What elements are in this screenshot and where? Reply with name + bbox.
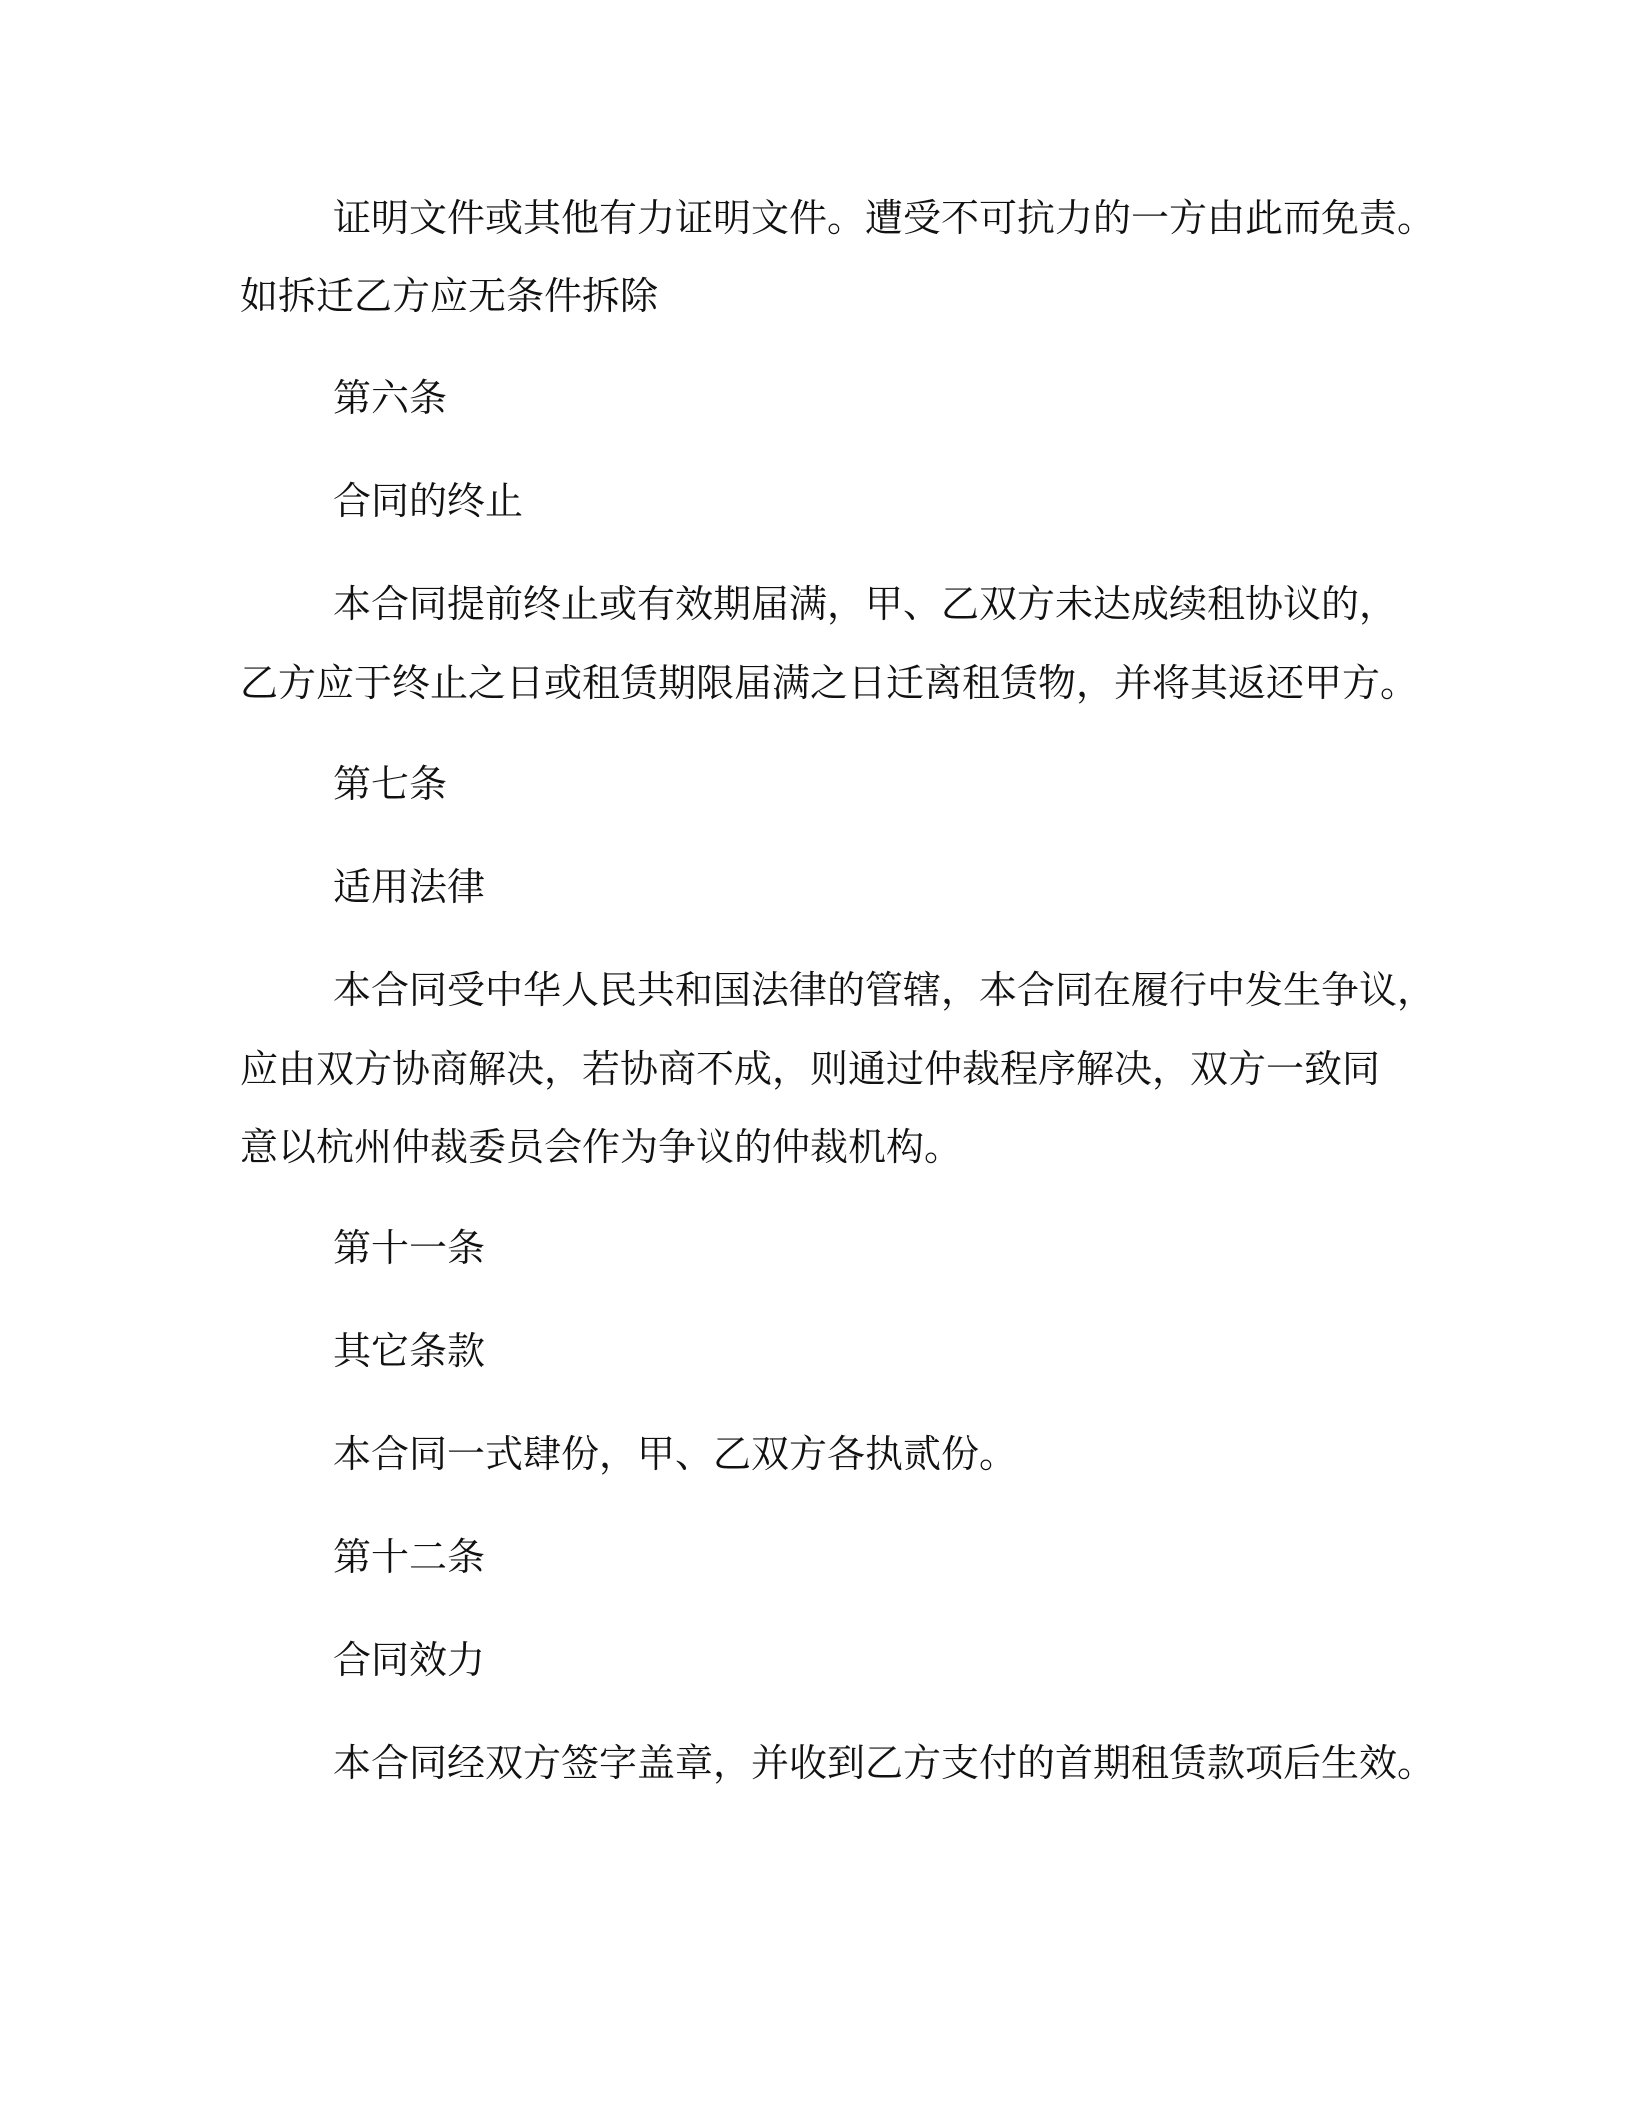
paragraph-line: 本合同提前终止或有效期届满，甲、乙双方未达成续租协议的， — [333, 582, 1398, 626]
paragraph-line: 本合同一式肆份，甲、乙双方各执贰份。 — [333, 1432, 1018, 1476]
paragraph-line: 本合同受中华人民共和国法律的管辖，本合同在履行中发生争议， — [333, 968, 1436, 1012]
article-title: 其它条款 — [333, 1329, 486, 1373]
paragraph-line: 如拆迁乙方应无条件拆除 — [240, 274, 659, 318]
article-title: 合同效力 — [333, 1638, 486, 1682]
paragraph-line: 乙方应于终止之日或租赁期限届满之日迁离租赁物，并将其返还甲方。 — [240, 661, 1419, 705]
article-heading: 第十二条 — [333, 1535, 486, 1579]
paragraph-line: 应由双方协商解决，若协商不成，则通过仲裁程序解决，双方一致同 — [240, 1047, 1381, 1091]
article-heading: 第七条 — [333, 762, 448, 806]
paragraph-line: 意以杭州仲裁委员会作为争议的仲裁机构。 — [240, 1125, 963, 1169]
article-heading: 第十一条 — [333, 1226, 486, 1270]
article-heading: 第六条 — [333, 376, 448, 420]
article-title: 适用法律 — [333, 865, 486, 909]
paragraph-line: 本合同经双方签字盖章，并收到乙方支付的首期租赁款项后生效。 — [333, 1741, 1436, 1785]
article-title: 合同的终止 — [333, 479, 524, 523]
paragraph-line: 证明文件或其他有力证明文件。遭受不可抗力的一方由此而免责。 — [333, 196, 1436, 240]
